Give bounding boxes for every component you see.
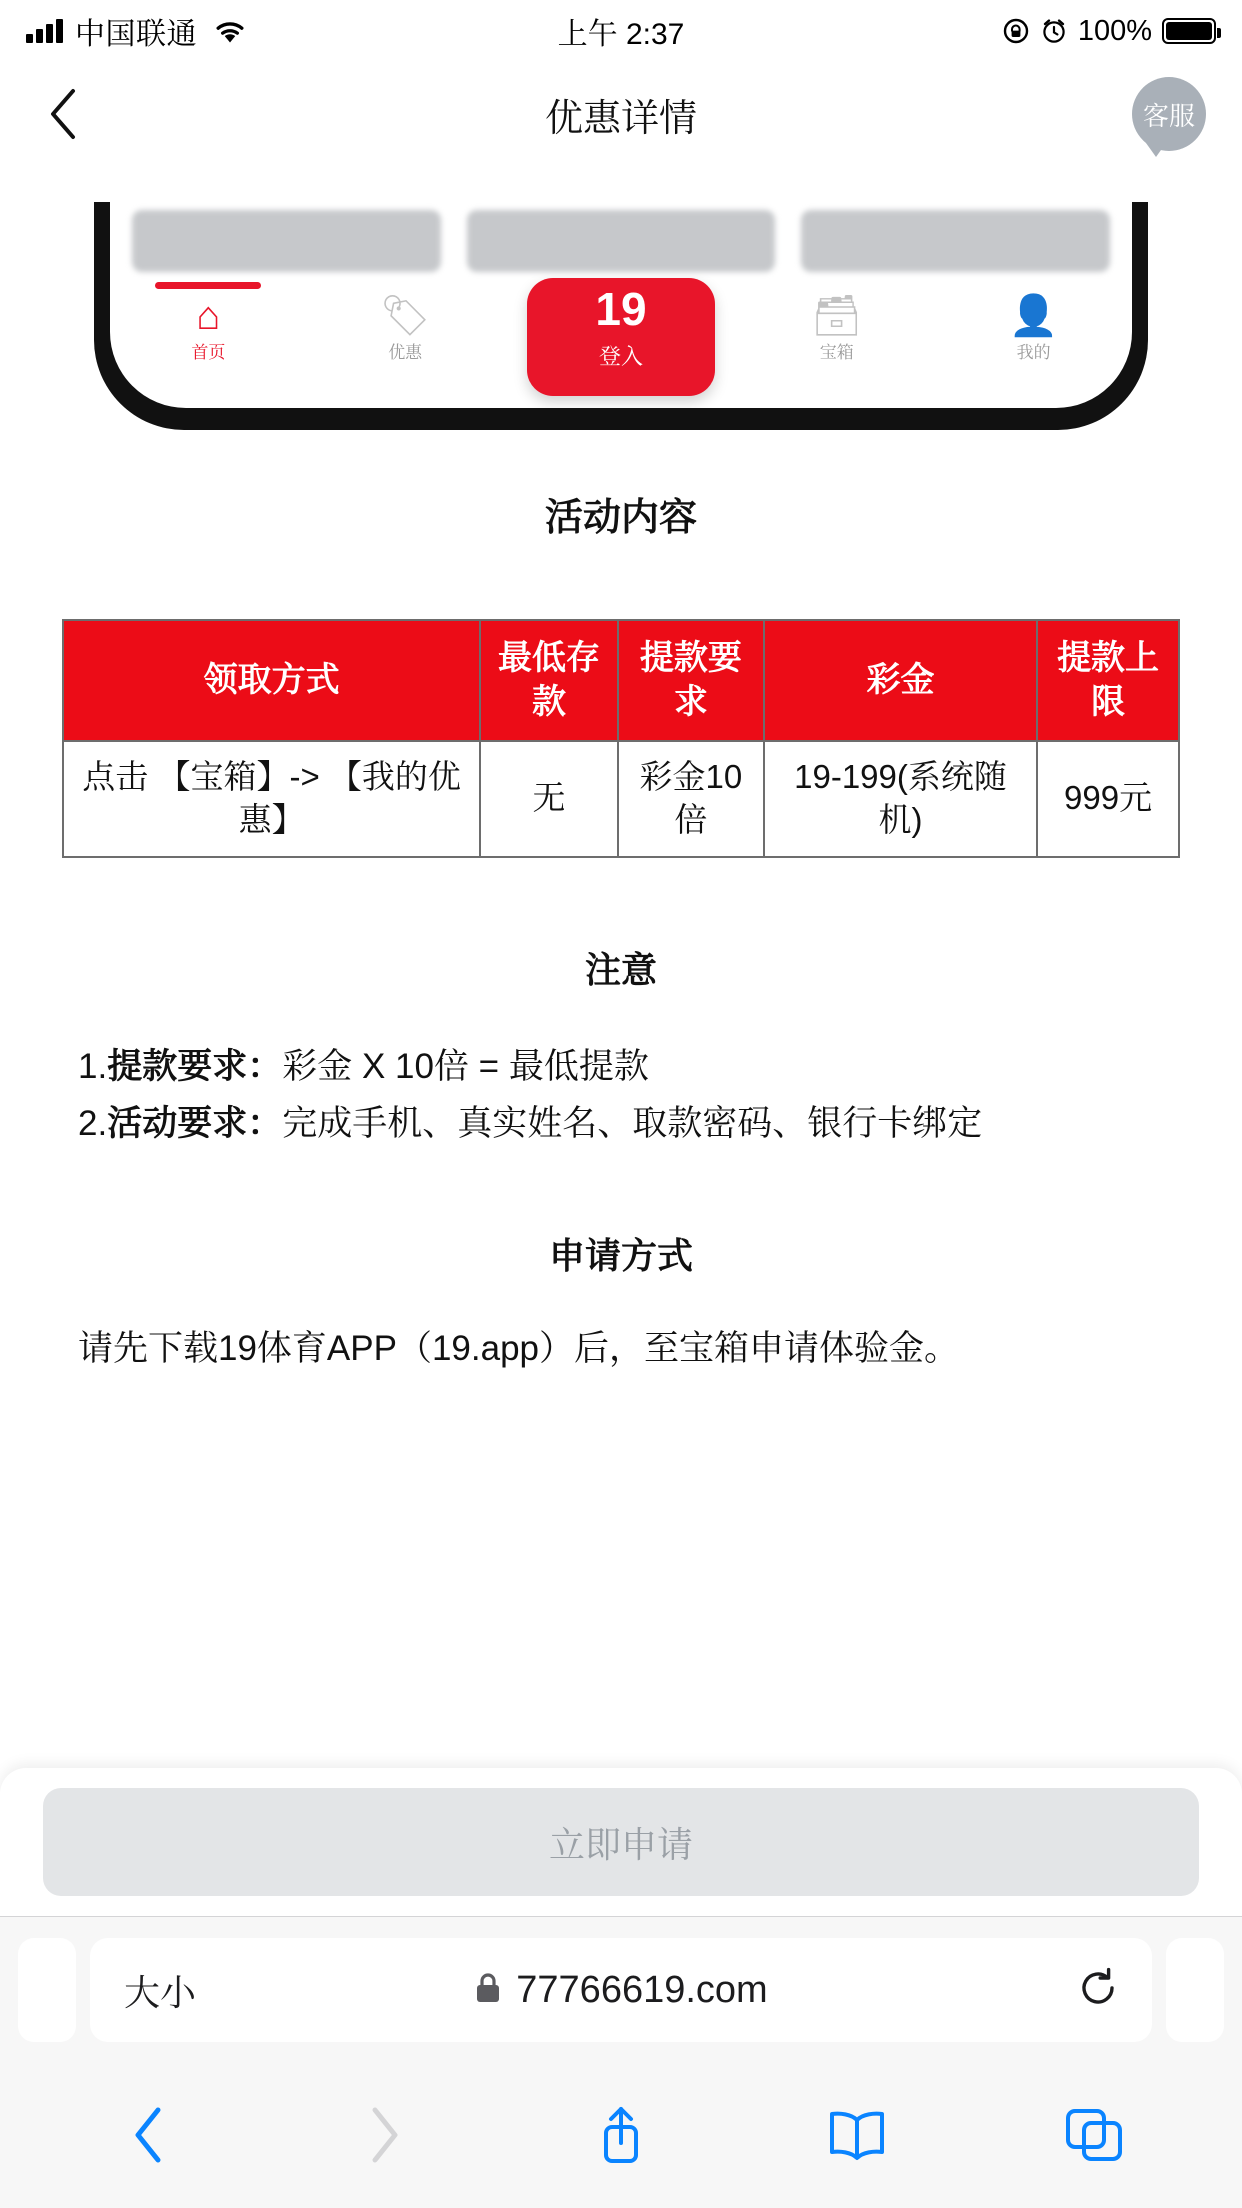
user-icon: 👤 [1008,294,1059,338]
address-bar[interactable] [90,1938,1152,2042]
share-icon [594,2103,648,2167]
treasure-box-icon: 🗃 [811,294,863,338]
mock-tab-home [133,294,283,363]
promo-banner-image [94,202,1148,430]
mock-tab-mine [959,294,1109,363]
status-bar [0,0,1242,62]
list-item [78,1039,1164,1096]
table-header-cell: 领取方式 [63,620,480,741]
table-header-row [63,620,1179,741]
chevron-right-icon [368,2106,402,2164]
bookmarks-button[interactable] [809,2087,905,2183]
page-title: 优惠详情 [544,97,697,140]
next-tab-peek[interactable] [1166,1938,1224,2042]
notice-text: 完成手机、真实姓名、取款密码、银行卡绑定 [282,1103,983,1143]
url-display [90,1969,1152,2012]
browser-chrome [0,1916,1242,2208]
phone-mock-screen [110,202,1132,408]
browser-toolbar [0,2063,1242,2207]
table-header-cell: 提款要求 [618,620,764,741]
url-bar-row [0,1917,1242,2063]
mock-tab-home-label: 首页 [191,343,226,362]
customer-service-label: 客服 [1142,100,1195,131]
url-text: 77766619.com [516,1968,768,2011]
mock-tab-treasure-label: 宝箱 [819,343,854,362]
battery-percent-label: 100% [1077,14,1152,47]
table-header-cell: 提款上限 [1037,620,1179,741]
table-cell: 彩金10倍 [618,741,764,857]
notice-title: 注意 [584,948,657,990]
mock-tab-mine-label: 我的 [1016,343,1051,362]
apply-now-button[interactable]: 立即申请 [43,1788,1199,1896]
status-bar-clock: 上午 2:37 [557,18,685,51]
table-row [63,741,1179,857]
tag-icon: 🏷 [379,294,431,338]
notice-index: 2. [78,1103,108,1143]
notice-index: 1. [78,1046,108,1086]
apply-bar [0,1768,1242,1916]
navigation-bar [0,62,1242,166]
book-icon [826,2108,888,2162]
mock-tab-treasure [762,294,912,363]
apply-method-title: 申请方式 [548,1235,693,1277]
table-cell: 无 [480,741,618,857]
phone-mock-frame [94,202,1148,430]
mock-tab-bar [110,284,1132,408]
home-icon: ⌂ [196,294,221,338]
table-cell: 19-199(系统随机) [764,741,1037,857]
browser-forward-button[interactable] [337,2087,433,2183]
lock-icon [474,1971,502,2010]
table-cell: 999元 [1037,741,1179,857]
blurred-cards [110,202,1132,272]
table-header-cell: 最低存款 [480,620,618,741]
mock-tab-login-label: 登入 [598,344,643,369]
apply-method-text: 请先下载19体育APP（19.app）后，至宝箱申请体验金。 [78,1329,960,1369]
mock-tab-promo-label: 优惠 [388,343,423,362]
customer-service-button[interactable] [1132,77,1206,151]
notice-list [78,1039,1164,1152]
tabs-icon [1064,2107,1124,2163]
mock-tab-promo [330,294,480,363]
battery-icon [1162,18,1216,44]
page-content [0,170,1242,1790]
notice-text: 彩金 X 10倍 = 最低提款 [282,1046,649,1086]
notice-label: 活动要求： [107,1103,283,1143]
share-button[interactable] [573,2087,669,2183]
carrier-label: 中国联通 [75,18,197,51]
tabs-button[interactable] [1046,2087,1142,2183]
mock-tab-login [527,278,715,396]
notice-label: 提款要求： [107,1046,283,1086]
brand-logo: 19 [595,283,647,335]
activity-content-title: 活动内容 [544,497,697,539]
reload-icon [1078,1966,1118,2010]
reload-button[interactable] [1078,1966,1118,2015]
previous-tab-peek[interactable] [18,1938,76,2042]
browser-back-button[interactable] [100,2087,196,2183]
text-size-button[interactable]: 大小 [124,1971,197,2013]
list-item [78,1096,1164,1153]
promotion-table [62,619,1180,858]
table-cell: 点击 【宝箱】-> 【我的优惠】 [63,741,480,857]
chevron-left-icon [131,2106,165,2164]
table-header-cell: 彩金 [764,620,1037,741]
